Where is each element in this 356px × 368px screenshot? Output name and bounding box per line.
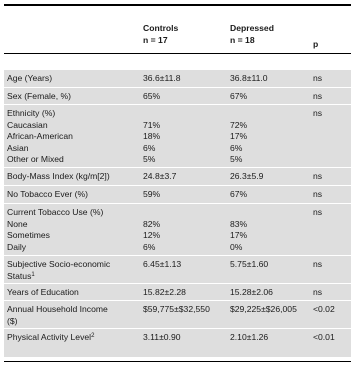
controls-value: 12%: [143, 230, 161, 241]
row-label: Subjective Socio-economic: [7, 259, 111, 269]
p-value: ns: [313, 91, 323, 101]
row-label: No Tobacco Ever (%): [7, 189, 89, 199]
table-row: [4, 301, 351, 328]
controls-value: 18%: [143, 131, 161, 142]
row-label: None: [7, 218, 28, 229]
row-label: Sex (Female, %): [7, 91, 71, 101]
p-value: ns: [313, 171, 323, 181]
depressed-value: 36.8±11.0: [230, 73, 268, 83]
row-label: Body-Mass Index (kg/m[2]): [7, 171, 110, 181]
p-value: ns: [313, 73, 323, 83]
depressed-value: 67%: [230, 91, 248, 101]
controls-value: 15.82±2.28: [143, 287, 186, 297]
p-column-title: p: [313, 39, 319, 49]
depressed-value: 17%: [230, 131, 248, 142]
row-label: Caucasian: [7, 119, 48, 130]
row-label: Physical Activity Level$^2$: [7, 332, 95, 342]
row-label: Ethnicity (%): [7, 108, 56, 118]
p-value: ns: [313, 207, 323, 217]
row-label: Status$^1$: [7, 270, 35, 281]
table-row: [4, 88, 351, 104]
p-value: <0.01: [313, 332, 335, 342]
row-label: Other or Mixed: [7, 154, 64, 165]
depressed-value: 17%: [230, 230, 248, 241]
controls-value: $59,775±$32,550: [143, 304, 210, 314]
p-value: ns: [313, 108, 323, 118]
depressed-column-count: n = 18: [230, 35, 255, 45]
footnote-marker: 2: [91, 333, 95, 339]
depressed-value: 6%: [230, 142, 243, 153]
row-label: Age (Years): [7, 73, 53, 83]
depressed-value: 5%: [230, 154, 243, 165]
row-label: Sometimes: [7, 230, 50, 241]
p-value: ns: [313, 189, 323, 199]
header-rule: [4, 53, 351, 54]
table-row: [4, 168, 351, 185]
controls-value: 71%: [143, 119, 161, 130]
p-value: <0.02: [313, 304, 335, 314]
row-label: Years of Education: [7, 287, 79, 297]
row-label: African-American: [7, 131, 73, 142]
controls-column-title: Controls: [143, 23, 179, 33]
depressed-value: 72%: [230, 119, 248, 130]
controls-value: 82%: [143, 218, 161, 229]
top-rule: [4, 4, 351, 6]
p-value: ns: [313, 287, 323, 297]
footnote-marker: 1: [31, 271, 35, 278]
depressed-value: 67%: [230, 189, 248, 199]
table-row: [4, 105, 351, 167]
row-label: Annual Household Income: [7, 304, 108, 314]
depressed-value: 26.3±5.9: [230, 171, 264, 181]
controls-value: 3.11±0.90: [143, 332, 181, 342]
table-row: [4, 204, 351, 255]
bottom-rule: [4, 361, 351, 362]
depressed-value: 15.28±2.06: [230, 287, 273, 297]
controls-value: 6%: [143, 142, 156, 153]
controls-value: 59%: [143, 189, 161, 199]
table-row: [4, 329, 351, 357]
row-label: Asian: [7, 142, 29, 153]
controls-value: 24.8±3.7: [143, 171, 177, 181]
row-label: ($): [7, 315, 18, 326]
table-row: [4, 284, 351, 300]
depressed-value: 0%: [230, 241, 243, 252]
table-row: [4, 256, 351, 283]
depressed-value: 5.75±1.60: [230, 259, 269, 269]
table-row: [4, 70, 351, 87]
depressed-value: $29,225±$26,005: [230, 304, 297, 314]
controls-value: 65%: [143, 91, 161, 101]
depressed-column-title: Depressed: [230, 23, 274, 33]
depressed-value: 83%: [230, 218, 248, 229]
row-label: Daily: [7, 241, 27, 252]
controls-column-count: n = 17: [143, 35, 168, 45]
row-label: Current Tobacco Use (%): [7, 207, 104, 217]
controls-value: 6.45±1.13: [143, 259, 182, 269]
p-value: ns: [313, 259, 323, 269]
depressed-value: 2.10±1.26: [230, 332, 269, 342]
controls-value: 5%: [143, 154, 156, 165]
table-row: [4, 186, 351, 203]
controls-value: 6%: [143, 241, 156, 252]
controls-value: 36.6±11.8: [143, 73, 181, 83]
